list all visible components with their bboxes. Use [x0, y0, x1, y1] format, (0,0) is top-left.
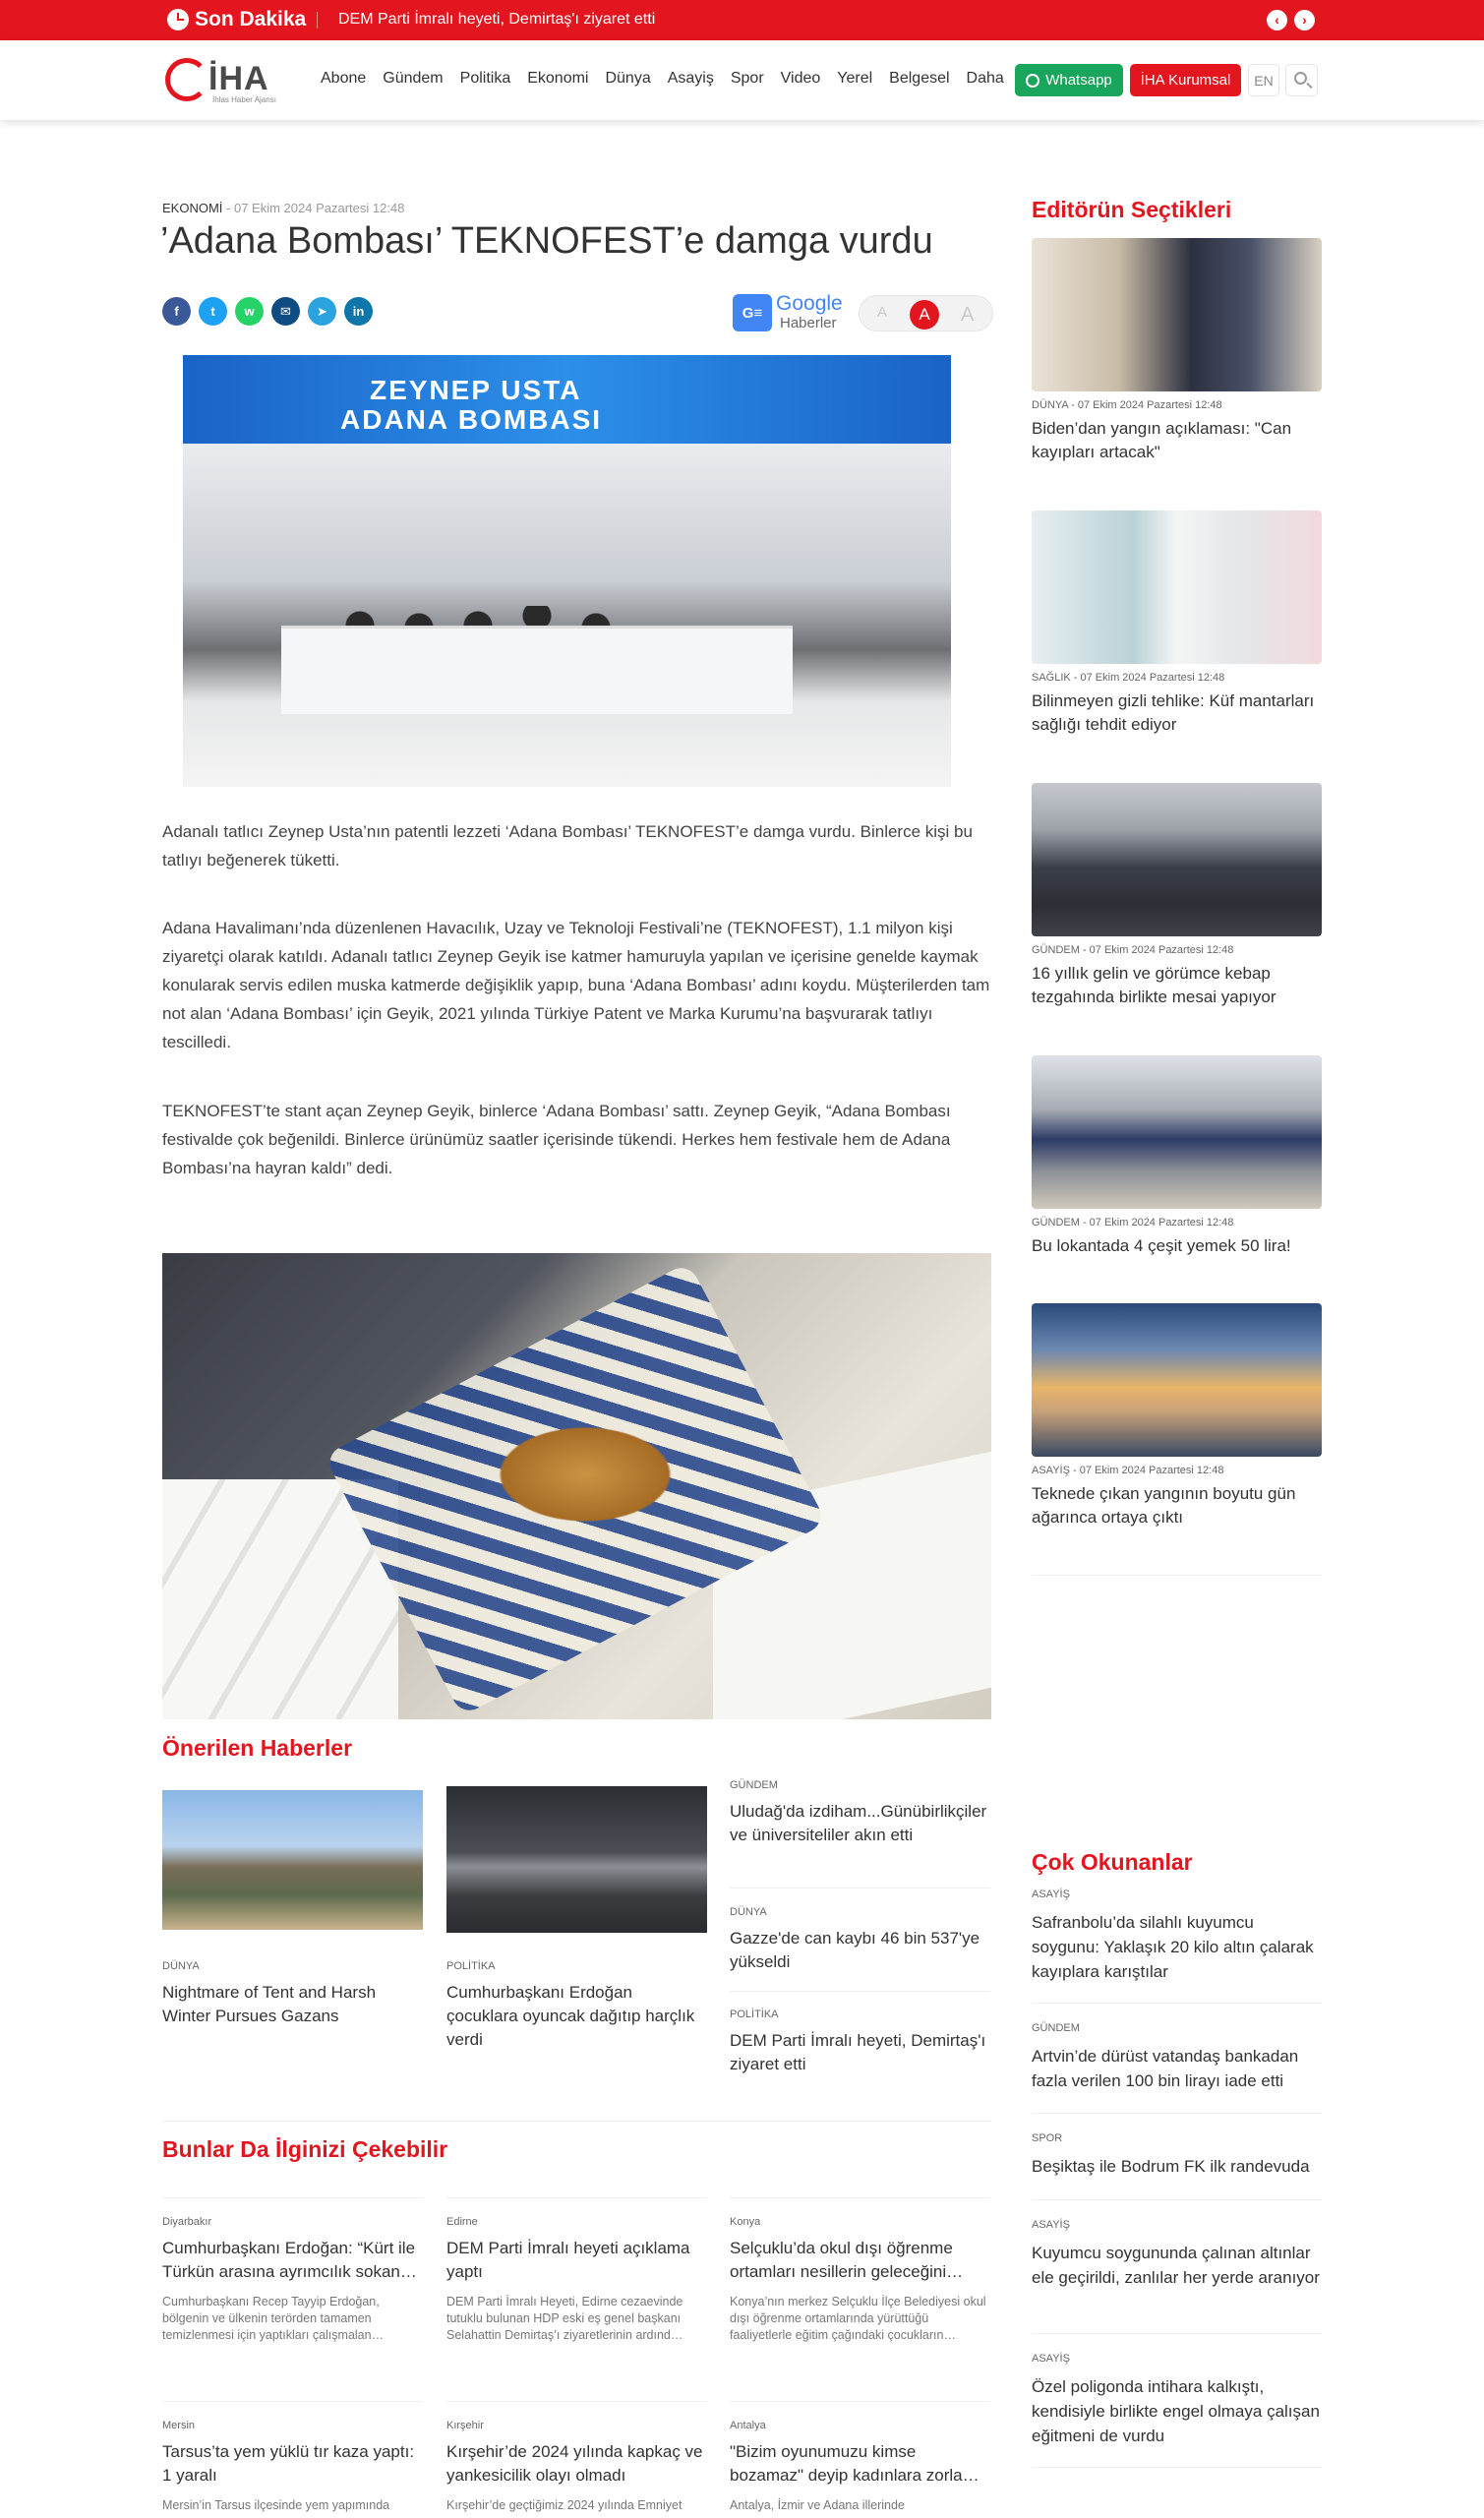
recommended-list-2-title[interactable]: Gazze'de can kaybı 46 bin 537'ye yükseldi — [730, 1929, 980, 1971]
main-nav — [321, 70, 1067, 88]
popular-title: Çok Okunanlar — [1032, 1849, 1193, 1875]
nav-item-video[interactable]: Video — [780, 70, 821, 87]
font-size-large-button[interactable]: A — [961, 304, 975, 326]
nav-item-belgesel[interactable]: Belgesel — [889, 70, 950, 87]
mail-share-icon[interactable]: ✉ — [271, 297, 300, 326]
whatsapp-share-icon[interactable]: w — [235, 297, 264, 326]
interest-item-4-title[interactable]: Tarsus’ta yem yüklü tır kaza yaptı: 1 yaralı — [162, 2442, 415, 2485]
breaking-label[interactable] — [167, 8, 306, 31]
popular-item-1-category[interactable]: ASAYİŞ — [1032, 1888, 1070, 1900]
site-header — [0, 40, 1484, 120]
search-button[interactable] — [1285, 64, 1318, 96]
google-news-icon: G≡ — [733, 294, 772, 331]
font-size-medium-button[interactable]: A — [910, 300, 939, 330]
breaking-prev-button[interactable]: ‹ — [1267, 10, 1287, 30]
breaking-separator — [317, 12, 318, 29]
editors-item-1-title[interactable]: Biden’dan yangın açıklaması: "Can kayıpları artacak" — [1032, 419, 1292, 461]
recommended-card-2-image[interactable] — [446, 1786, 707, 1933]
twitter-share-icon[interactable]: t — [199, 297, 227, 326]
recommended-list-1-category[interactable]: GÜNDEM — [730, 1779, 778, 1791]
nav-item-yerel[interactable]: Yerel — [837, 70, 873, 87]
whatsapp-label: Whatsapp — [1045, 72, 1112, 89]
logo-subtitle: İhlas Haber Ajansı — [212, 95, 276, 104]
recommended-card-2-category[interactable]: POLİTİKA — [446, 1960, 496, 1972]
nav-item-dunya[interactable]: Dünya — [605, 70, 651, 87]
interest-divider — [730, 2401, 990, 2402]
editors-item-2-meta: SAĞLIK - 07 Ekim 2024 Pazartesi 12:48 — [1032, 672, 1225, 684]
interest-item-1-desc: Cumhurbaşkanı Recep Tayyip Erdoğan, bölgenin ve ülkenin terörden tamamen temizlenmesi için yaptıkları çalışmalan… — [162, 2295, 385, 2342]
popular-item-5-category[interactable]: ASAYİŞ — [1032, 2353, 1070, 2365]
telegram-share-icon[interactable]: ➤ — [308, 297, 336, 326]
interest-item-4-city: Mersin — [162, 2420, 196, 2431]
editors-item-4-title[interactable]: Bu lokantada 4 çeşit yemek 50 lira! — [1032, 1236, 1291, 1255]
interest-item-2-city: Edirne — [446, 2216, 478, 2228]
interest-item-3-desc: Konya’nın merkez Selçuklu İlçe Belediyesi okul dışı öğrenme ortamlarında yürüttüğü faaliyetlerle eğitim çağındaki çocukların… — [730, 2295, 986, 2342]
recommended-title: Önerilen Haberler — [162, 1735, 353, 1761]
nav-daha-label: Daha — [966, 70, 1004, 87]
share-buttons — [162, 297, 373, 326]
article-main-image — [183, 355, 951, 787]
editors-item-2-title[interactable]: Bilinmeyen gizli tehlike: Küf mantarları sağlığı tehdit ediyor — [1032, 691, 1315, 734]
editors-item-4-meta: GÜNDEM - 07 Ekim 2024 Pazartesi 12:48 — [1032, 1217, 1234, 1229]
interest-item-3-city: Konya — [730, 2216, 761, 2228]
google-news-button[interactable] — [733, 292, 846, 333]
image-counter — [281, 626, 793, 714]
breaking-headline[interactable]: DEM Parti İmralı heyeti, Demirtaş'ı ziyaret etti — [338, 11, 656, 28]
editors-item-5-meta: ASAYİŞ - 07 Ekim 2024 Pazartesi 12:48 — [1032, 1465, 1224, 1476]
breaking-news-bar — [0, 0, 1484, 40]
interest-item-2-desc: DEM Parti İmralı Heyeti, Edirne cezaevinde tutuklu bulunan HDP eski eş genel başkanı Selahattin Demirtaş’ı ziyaretlerinin ardınd… — [446, 2295, 683, 2342]
nav-item-politika[interactable]: Politika — [459, 70, 511, 87]
nav-item-asayis[interactable]: Asayiş — [667, 70, 714, 87]
popular-divider — [1032, 2199, 1322, 2200]
interest-divider — [730, 2197, 990, 2198]
interest-divider — [446, 2197, 707, 2198]
linkedin-share-icon[interactable]: in — [344, 297, 373, 326]
popular-item-2-title[interactable]: Artvin’de dürüst vatandaş bankadan fazla verilen 100 bin lirayı iade etti — [1032, 2047, 1299, 2090]
editors-item-2-image[interactable] — [1032, 510, 1322, 664]
interest-title: Bunlar Da İlginizi Çekebilir — [162, 2136, 448, 2162]
article-breadcrumb — [162, 201, 404, 215]
recommended-list-3-category[interactable]: POLİTİKA — [730, 2008, 779, 2020]
recommended-list-1-title[interactable]: Uludağ'da izdiham...Günübirlikçiler ve üniversiteliler akın etti — [730, 1802, 987, 1844]
popular-item-4-category[interactable]: ASAYİŞ — [1032, 2219, 1070, 2231]
language-button[interactable]: EN — [1248, 64, 1279, 96]
article-category[interactable]: EKONOMİ — [162, 201, 223, 215]
whatsapp-icon — [1026, 74, 1039, 88]
breaking-next-button[interactable]: › — [1294, 10, 1315, 30]
interest-item-4-desc: Mersin’in Tarsus ilçesinde yem yapımında — [162, 2498, 390, 2512]
recommended-card-2-title[interactable]: Cumhurbaşkanı Erdoğan çocuklara oyuncak dağıtıp harçlık verdi — [446, 1983, 695, 2049]
article-paragraph-3: TEKNOFEST’te stant açan Zeynep Geyik, binlerce ‘Adana Bombası’ sattı. Zeynep Geyik, “Adana Bombası festivalde çok beğenildi. Binlerce ürünümüz saatler içerisinde tükendi. Herkes hem festivale hem de Adana Bombası’na hayran kaldı” dedi. — [162, 1102, 951, 1177]
interest-divider — [162, 2401, 423, 2402]
interest-item-5-desc: Kırşehir’de geçtiğimiz 2024 yılında Emniyet — [446, 2498, 683, 2512]
interest-item-6-city: Antalya — [730, 2420, 766, 2431]
editors-item-5-image[interactable] — [1032, 1303, 1322, 1457]
popular-item-3-title[interactable]: Beşiktaş ile Bodrum FK ilk randevuda — [1032, 2157, 1310, 2176]
site-logo[interactable] — [165, 58, 283, 103]
editors-title: Editörün Seçtikleri — [1032, 197, 1232, 222]
recommended-list-3-title[interactable]: DEM Parti İmralı heyeti, Demirtaş'ı ziyaret etti — [730, 2031, 986, 2073]
popular-item-2-category[interactable]: GÜNDEM — [1032, 2022, 1080, 2034]
nav-item-ekonomi[interactable]: Ekonomi — [527, 70, 589, 87]
image-banner-line1: ZEYNEP USTA — [370, 375, 582, 405]
google-news-sub: Haberler — [780, 315, 837, 331]
interest-item-1-title[interactable]: Cumhurbaşkanı Erdoğan: “Kürt ile Türkün arasına ayrımcılık sokan… — [162, 2239, 417, 2281]
interest-item-2-title[interactable]: DEM Parti İmralı heyeti açıklama yaptı — [446, 2239, 690, 2281]
interest-divider — [446, 2401, 707, 2402]
popular-item-3-category[interactable]: SPOR — [1032, 2132, 1063, 2144]
search-icon — [1294, 72, 1307, 85]
breaking-label-text: Son Dakika — [195, 8, 307, 30]
interest-item-5-title[interactable]: Kırşehir’de 2024 yılında kapkaç ve yankesicilik olayı olmadı — [446, 2442, 703, 2485]
editors-divider — [1032, 1575, 1322, 1576]
whatsapp-button[interactable] — [1015, 64, 1123, 96]
article-paragraph-2: Adana Havalimanı’nda düzenlenen Havacılık, Uzay ve Teknoloji Festivali’ne (TEKNOFEST), 1.1 milyon kişi ziyaretçi olarak katıldı. Adanalı tatlıcı Zeynep Geyik ise katmer hamuruyla yapılan ve içerisine genelde kaymak konularak servis edilen muska katmerde değişiklik yapıp, buna ‘Adana Bombası’ adını koydu. Müşterilerden tam not alan ‘Adana Bombası’ için Geyik, 2021 yılında Türkiye Patent ve Marka Kurumu’na başvurarak tatlıyı tescilledi. — [162, 919, 990, 1051]
editors-item-4-image[interactable] — [1032, 1055, 1322, 1209]
interest-item-5-city: Kırşehir — [446, 2420, 484, 2431]
logo-ring-icon — [165, 58, 208, 101]
recommended-list-divider — [730, 1991, 990, 1992]
article-second-image — [162, 1253, 991, 1719]
facebook-share-icon[interactable]: f — [162, 297, 191, 326]
popular-divider — [1032, 2333, 1322, 2334]
google-news-word: Google — [776, 292, 843, 315]
popular-item-5-title[interactable]: Özel poligonda intihara kalkıştı, kendisiyle birlikte engel olmaya çalışan eğitmeni de vurdu — [1032, 2377, 1320, 2445]
interest-item-6-desc: Antalya, İzmir ve Adana illerinde — [730, 2498, 905, 2512]
interest-item-1-city: Diyarbakır — [162, 2216, 212, 2228]
editors-item-3-image[interactable] — [1032, 783, 1322, 936]
image-pastry — [487, 1420, 683, 1529]
recommended-list-2-category[interactable]: DÜNYA — [730, 1906, 767, 1918]
corporate-button[interactable]: İHA Kurumsal — [1130, 64, 1241, 96]
nav-item-gundem[interactable]: Gündem — [383, 70, 444, 87]
popular-divider — [1032, 2003, 1322, 2004]
popular-item-1-title[interactable]: Safranbolu’da silahlı kuyumcu soygunu: Yaklaşık 20 kilo altın çalarak kayıplara karıştılar — [1032, 1913, 1314, 1981]
interest-divider — [162, 2197, 423, 2198]
recommended-card-1-title[interactable]: Nightmare of Tent and Harsh Winter Pursues Gazans — [162, 1983, 377, 2025]
article-title: ’Adana Bombası’ TEKNOFEST’e damga vurdu — [160, 220, 933, 262]
logo-text: İHA — [208, 60, 269, 97]
recommended-card-1-category[interactable]: DÜNYA — [162, 1960, 200, 1972]
font-size-control — [859, 295, 993, 331]
clock-icon — [167, 9, 189, 30]
popular-divider — [1032, 2467, 1322, 2468]
font-size-small-button[interactable]: A — [877, 304, 888, 321]
section-divider — [162, 2121, 991, 2122]
nav-item-abone[interactable]: Abone — [321, 70, 367, 87]
editors-item-1-image[interactable] — [1032, 238, 1322, 391]
article-date: - 07 Ekim 2024 Pazartesi 12:48 — [222, 201, 405, 215]
editors-item-5-title[interactable]: Teknede çıkan yangının boyutu gün ağarınca ortaya çıktı — [1032, 1484, 1296, 1527]
popular-item-4-title[interactable]: Kuyumcu soygununda çalınan altınlar ele geçirildi, zanlılar her yerde aranıyor — [1032, 2244, 1320, 2287]
interest-item-3-title[interactable]: Selçuklu’da okul dışı öğrenme ortamları nesillerin geleceğini… — [730, 2239, 964, 2281]
recommended-card-1-image[interactable] — [162, 1790, 423, 1930]
popular-divider — [1032, 2113, 1322, 2114]
editors-item-3-title[interactable]: 16 yıllık gelin ve görümce kebap tezgahında birlikte mesai yapıyor — [1032, 964, 1276, 1006]
article-paragraph-1: Adanalı tatlıcı Zeynep Usta’nın patentli lezzeti ‘Adana Bombası’ TEKNOFEST’e damga vurdu. Binlerce kişi bu tatlıyı beğenerek tüketti. — [162, 822, 973, 869]
nav-item-spor[interactable]: Spor — [730, 70, 764, 87]
interest-item-6-title[interactable]: "Bizim oyunumuzu kimse bozamaz" deyip kadınlara zorla… — [730, 2442, 979, 2485]
image-banner-line2: ADANA BOMBASI — [340, 404, 603, 435]
editors-item-1-meta: DÜNYA - 07 Ekim 2024 Pazartesi 12:48 — [1032, 399, 1222, 411]
editors-item-3-meta: GÜNDEM - 07 Ekim 2024 Pazartesi 12:48 — [1032, 944, 1234, 956]
